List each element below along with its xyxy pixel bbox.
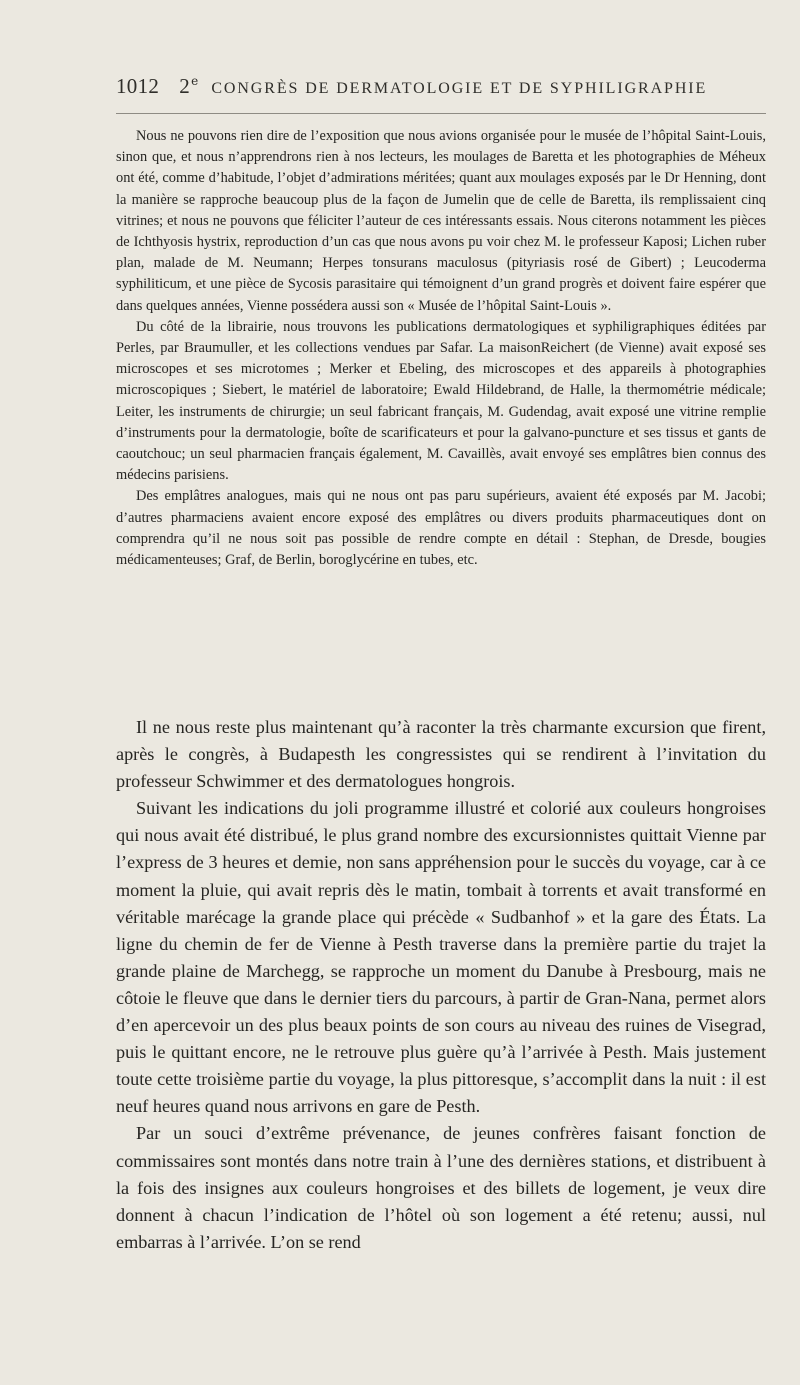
page-header	[116, 74, 766, 104]
paragraph-arrivee: Par un souci d’extrême prévenance, de jeunes confrères faisant fonction de commissaires sont montés dans notre train à l’une des dernières stations, et distribuent à la fois des insignes aux couleurs hongroises et des billets de logement, je veux dire donnent à chacun l’indication de l’hôtel où son logement a été retenu; aussi, nul embarras à l’arrivée. L’on se rend	[116, 1123, 766, 1252]
paragraph-emplatres: Des emplâtres analogues, mais qui ne nous ont pas paru supérieurs, avaient été exposés par M. Jacobi; d’autres pharmaciens avaient encore exposé des emplâtres ou divers produits pharmaceutiques dont on comprendra qu’il ne nous soit pas possible de rendre compte en détail : Stephan, de Dresde, bougies médicamenteuses; Graf, de Berlin, boroglycérine en tubes, etc.	[116, 488, 766, 569]
header-rule	[116, 113, 766, 114]
large-type-section	[116, 714, 766, 1256]
paragraph-exposition: Nous ne pouvons rien dire de l’exposition que nous avions organisée pour le musée de l’hôpital Saint-Louis, sinon que, et nous n’apprendrons rien à nos lecteurs, les moulages de Baretta et les photographies de Méheux ont été, comme d’habitude, l’objet d’admirations méritées; quant aux moulages exposés par le Dr Henning, dont la manière se rapproche beaucoup plus de la façon de Jumelin que de celle de Baretta, ils remplissaient cinq vitrines; et nous ne pouvons que féliciter l’auteur de ces intéressants essais. Nous citerons notamment les pièces de Ichthyosis hystrix, reproduction d’un cas que nous avons pu voir chez M. le professeur Kaposi; Lichen ruber plan, malade de M. Neumann; Herpes tonsurans maculosus (pityriasis rosé de Gibert) ; Leucoderma syphiliticum, et une pièce de Sycosis parasitaire qui témoignent d’un grand progrès et doivent faire espérer que dans quelques années, Vienne possédera aussi son « Musée de l’hôpital Saint-Louis ».	[116, 128, 766, 314]
running-title: CONGRÈS DE DERMATOLOGIE ET DE SYPHILIGRAPHIE	[211, 80, 708, 97]
page-number: 1012	[116, 74, 160, 98]
paragraph-librairie: Du côté de la librairie, nous trouvons les publications dermatologiques et syphiligraphiques éditées par Perles, par Braumuller, et les collections vendues par Safar. La maisonReichert (de Vienne) avait exposé ses microscopes et ses microtomes ; Merker et Ebeling, des microscopes et des appareils à photographies microscopiques ; Siebert, le matériel de laboratoire; Ewald Hildebrand, de Halle, la thermométrie médicale; Leiter, les instruments de chirurgie; un seul fabricant français, M. Gudendag, avait exposé une vitrine remplie d’instruments pour la dermatologie, boîte de scarificateurs et pour la galvano-puncture et ses tissus et gants de caoutchouc; un seul pharmacien français également, M. Cavaillès, avait envoyé ses emplâtres bien connus des médecins parisiens.	[116, 318, 766, 484]
small-type-section	[116, 126, 766, 571]
paragraph-voyage: Suivant les indications du joli programme illustré et colorié aux couleurs hongroises qui nous avait été distribué, le plus grand nombre des excursionnistes quittait Vienne par l’express de 3 heures et demie, non sans appréhension pour le succès du voyage, car à ce moment la pluie, qui avait repris dès le matin, tombait à torrents et avait transformé en véritable marécage la grande place qui précède « Sudbanhof » et la gare des États. La ligne du chemin de fer de Vienne à Pesth traverse dans la première partie du trajet la grande plaine de Marchegg, se rapproche un moment du Danube à Presbourg, mais ne côtoie le fleuve que dans le dernier tiers du parcours, à partir de Gran-Nana, permet alors d’en apercevoir un des plus beaux points de son cours au niveau des ruines de Visegrad, puis le quittant encore, ne le retrouve plus guère qu’à l’arrivée à Pesth. Mais justement toute cette troisième partie du voyage, la plus pittoresque, s’accomplit dans la nuit : il est neuf heures quand nous arrivons en gare de Pesth.	[116, 798, 766, 1117]
paragraph-excursion: Il ne nous reste plus maintenant qu’à raconter la très charmante excursion que firent, après le congrès, à Budapesth les congressistes qui se rendirent à l’invitation du professeur Schwimmer et des dermatologues hongrois.	[116, 717, 766, 792]
congress-ordinal: 2	[179, 74, 191, 98]
ordinal-superscript: e	[191, 74, 199, 88]
